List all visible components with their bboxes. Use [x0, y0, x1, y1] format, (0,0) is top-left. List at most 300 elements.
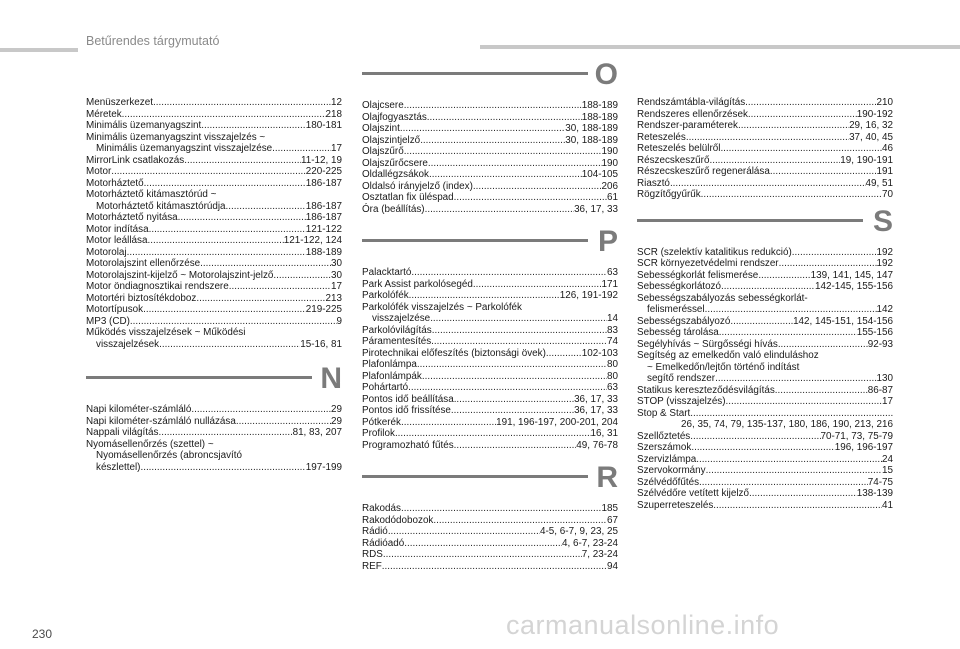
- dot-leader: [721, 281, 815, 293]
- dot-leader: [127, 247, 306, 259]
- entry-term: Motorháztető: [86, 177, 144, 189]
- entry-pages: 81, 83, 207: [292, 427, 342, 438]
- entry-term: Motor: [86, 166, 112, 177]
- dot-leader: [720, 143, 882, 155]
- dot-leader: [706, 465, 882, 477]
- dot-leader: [159, 339, 300, 351]
- entry-term: Parkolóvilágítás: [362, 324, 432, 336]
- entry-pages: 192: [876, 258, 893, 269]
- dot-leader: [454, 440, 577, 452]
- index-entry: [362, 382, 618, 394]
- index-entry: [637, 477, 893, 489]
- dot-leader: [770, 166, 877, 178]
- entry-term: Parkolófék: [362, 290, 409, 301]
- dot-leader: [200, 258, 331, 270]
- entry-term: Sebesség tárolása: [637, 327, 719, 338]
- entry-pages: 139, 141, 145, 147: [810, 269, 893, 281]
- entry-term: Statikus kereszteződésvilágítás: [637, 384, 775, 396]
- entry-term: Profilok: [362, 428, 395, 439]
- index-entry: [86, 270, 342, 282]
- index-entry: Motorháztető kitámasztórúd ~: [86, 189, 217, 200]
- entry-term: Rendszeres ellenőrzések: [637, 108, 748, 120]
- entry-pages: 130: [876, 373, 893, 384]
- entry-term: Motortéri biztosítékdoboz: [86, 292, 197, 304]
- entry-pages: 218: [325, 108, 342, 120]
- entry-pages: 126, 191-192: [559, 290, 618, 301]
- index-entry: [86, 155, 342, 167]
- index-entry: [637, 339, 893, 351]
- index-entry: [362, 440, 618, 452]
- section-header-s: [637, 204, 893, 247]
- dot-leader: [130, 316, 337, 328]
- entry-term: MP3 (CD): [86, 315, 130, 327]
- dot-leader: [184, 155, 301, 167]
- index-entry: [86, 293, 342, 305]
- entry-pages: 83: [607, 324, 618, 336]
- entry-term: Motorháztető kitámasztórúdja: [96, 200, 226, 212]
- dot-leader: [433, 515, 607, 527]
- dot-leader: [473, 181, 602, 193]
- entry-pages: 142: [876, 304, 893, 315]
- entry-pages: 80: [607, 359, 618, 370]
- dot-leader: [670, 178, 866, 190]
- section-rule: [362, 239, 588, 242]
- dot-leader: [427, 112, 582, 124]
- entry-term: Reteszelés: [637, 131, 686, 143]
- entry-pages: 29: [331, 404, 342, 415]
- entry-term: Pontos idő beállítása: [362, 393, 454, 405]
- entry-pages: 190: [601, 146, 618, 157]
- index-entry: [86, 247, 342, 259]
- index-entry: [637, 166, 893, 178]
- index-entry: [637, 270, 893, 282]
- dot-leader: [701, 189, 882, 201]
- entry-pages: 185: [601, 503, 618, 514]
- dot-leader: [715, 373, 876, 385]
- entry-pages: 142-145, 155-156: [815, 281, 893, 292]
- entry-term: Motortípusok: [86, 304, 144, 315]
- entry-term: Rendszámtábla-világítás: [637, 97, 746, 108]
- index-entry: [362, 394, 618, 406]
- entry-pages: 4-5, 6-7, 9, 23, 25: [540, 526, 618, 537]
- entry-pages: 15: [882, 465, 893, 476]
- entry-term: Szervizlámpa: [637, 453, 697, 465]
- section-header-r: [362, 463, 618, 503]
- entry-pages: 29, 16, 32: [849, 120, 893, 131]
- entry-list: [362, 267, 618, 451]
- entry-term: SCR (szelektív katalitikus redukció): [637, 246, 792, 258]
- entry-term: Szervokormány: [637, 465, 706, 476]
- entry-term: Motorolajszint ellenőrzése: [86, 258, 201, 269]
- entry-term: Páramentesítés: [362, 336, 432, 347]
- entry-pages: 197-199: [305, 461, 342, 473]
- dot-leader: [140, 462, 305, 474]
- index-entry: [637, 247, 893, 259]
- dot-leader: [748, 109, 857, 121]
- entry-pages: 17: [882, 396, 893, 407]
- index-entry: ~ Emelkedőn/lejtőn történő indítást: [647, 361, 800, 373]
- entry-pages: 74-75: [867, 476, 893, 488]
- entry-term: Napi kilométer-számláló: [86, 404, 192, 415]
- entry-pages: 80: [607, 370, 618, 382]
- entry-term: MirrorLink csatlakozás: [86, 154, 185, 166]
- dot-leader: [401, 417, 496, 429]
- index-entry: [86, 281, 342, 293]
- dot-leader: [691, 442, 834, 454]
- entry-term: Pontos idő frissítése: [362, 405, 451, 416]
- entry-term: Motorolaj: [86, 246, 127, 258]
- entry-pages: 192: [876, 246, 893, 258]
- entry-term: Szélvédőfűtés: [637, 476, 700, 488]
- entry-pages: 92-93: [867, 338, 893, 350]
- dot-leader: [778, 339, 868, 351]
- dot-leader: [425, 204, 574, 216]
- entry-pages: 9: [336, 315, 342, 327]
- entry-term: Riasztó: [637, 177, 670, 189]
- entry-term: STOP (visszajelzés): [637, 396, 726, 407]
- entry-term: Olajfogyasztás: [362, 111, 427, 123]
- entry-term: Szellőztetés: [637, 430, 691, 442]
- dot-leader: [730, 316, 793, 328]
- section-rule: [86, 376, 312, 379]
- entry-pages: 186-187: [305, 200, 342, 212]
- dot-leader: [122, 109, 326, 121]
- dot-leader: [401, 503, 602, 515]
- dot-leader: [429, 169, 582, 181]
- entry-list: [637, 247, 893, 512]
- entry-pages: 36, 17, 33: [574, 405, 618, 416]
- dot-leader: [686, 132, 849, 144]
- dot-leader: [111, 166, 306, 178]
- dot-leader: [745, 97, 876, 109]
- index-entry: [637, 373, 893, 385]
- dot-leader: [690, 408, 893, 420]
- entry-pages: 142, 145-151, 154-156: [793, 315, 893, 327]
- entry-term: Olajszintjelző: [362, 134, 421, 146]
- index-entry: [362, 192, 618, 204]
- index-entry: [86, 212, 342, 224]
- entry-term: Pirotechnikai előfeszítés (biztonsági övek): [362, 347, 546, 359]
- section-rule: [637, 219, 863, 222]
- dot-leader: [690, 431, 820, 443]
- dot-leader: [273, 270, 331, 282]
- entry-term: Motor indítása: [86, 223, 149, 235]
- index-entry: [86, 316, 342, 328]
- index-entry: [362, 313, 618, 325]
- dot-leader: [191, 404, 331, 416]
- section-letter: S: [872, 204, 893, 238]
- index-entry: [362, 526, 618, 538]
- index-entry: [362, 417, 618, 429]
- section-header-n: [86, 364, 342, 404]
- index-entry: [86, 462, 342, 474]
- entry-pages: 37, 40, 45: [849, 131, 893, 143]
- entry-pages: 61: [607, 192, 618, 203]
- entry-term: Olajszűrő: [362, 146, 404, 157]
- index-entry: Segítség az emelkedőn való elinduláshoz: [637, 350, 819, 361]
- index-entry: [86, 339, 342, 351]
- entry-pages: 14: [607, 313, 618, 324]
- dot-leader: [382, 561, 607, 573]
- entry-term: RDS: [362, 549, 383, 560]
- entry-term: Motorolajszint-kijelző ~ Motorolajszint-jelző: [86, 269, 274, 281]
- dot-leader: [229, 281, 331, 293]
- entry-pages: 155-156: [856, 327, 893, 338]
- dot-leader: [428, 158, 602, 170]
- dot-leader: [432, 325, 607, 337]
- index-entry: [362, 135, 618, 147]
- index-entry: Nyomásellenőrzés (abroncsjavító: [96, 450, 242, 461]
- entry-list: [362, 503, 618, 572]
- index-entry: [362, 181, 618, 193]
- entry-term: Plafonlámpa: [362, 359, 417, 370]
- entry-term: Stop & Start: [637, 407, 691, 419]
- entry-pages: 74: [607, 336, 618, 347]
- index-entry: Sebességszabályozás sebességkorlát-: [637, 292, 808, 304]
- entry-pages: 30, 188-189: [565, 123, 618, 134]
- entry-pages: 11-12, 19: [301, 154, 342, 166]
- entry-term: Rádióadó: [362, 537, 405, 549]
- entry-term: Motorháztető nyitása: [86, 212, 178, 223]
- entry-pages: 30, 188-189: [565, 134, 618, 146]
- index-entry: [637, 178, 893, 190]
- dot-leader: [779, 258, 877, 270]
- dot-leader: [420, 135, 565, 147]
- entry-term: Részecskeszűrő: [637, 154, 710, 166]
- dot-leader: [395, 428, 591, 440]
- section-letter: P: [597, 225, 618, 258]
- dot-leader: [775, 385, 868, 397]
- index-entry: [362, 336, 618, 348]
- entry-pages: 191: [876, 166, 893, 177]
- index-entry: [637, 500, 893, 512]
- dot-leader: [422, 371, 607, 383]
- index-entry: [86, 427, 342, 439]
- entry-pages: 102-103: [581, 347, 618, 359]
- index-entry: [86, 166, 342, 178]
- dot-leader: [144, 178, 306, 190]
- dot-leader: [792, 247, 877, 259]
- index-entry: [362, 371, 618, 383]
- entry-pages: 67: [607, 514, 618, 526]
- index-entry: [86, 258, 342, 270]
- entry-pages: 4, 6-7, 23-24: [562, 537, 618, 549]
- dot-leader: [749, 488, 857, 500]
- dot-leader: [201, 120, 305, 132]
- index-entry: [637, 155, 893, 167]
- entry-term: Pohártartó: [362, 382, 409, 393]
- entry-term: visszajelzések: [96, 338, 160, 350]
- entry-term: segítő rendszer: [647, 373, 716, 384]
- index-entry: [362, 279, 618, 291]
- watermark: carmanualsonline.info: [506, 610, 780, 640]
- index-column-3: [637, 97, 893, 511]
- index-entry: Nyomásellenőrzés (szettel) ~: [86, 438, 214, 450]
- index-entry: [362, 169, 618, 181]
- index-entry: Működés visszajelzések ~ Működési: [86, 327, 246, 338]
- entry-pages: 15-16, 81: [300, 338, 342, 350]
- entry-term: Minimális üzemanyagszint: [86, 120, 202, 131]
- index-entry: [637, 442, 893, 454]
- entry-pages: 46: [882, 143, 893, 154]
- dot-leader: [546, 348, 582, 360]
- dot-leader: [699, 477, 868, 489]
- entry-term: Rögzítőgyűrűk: [637, 189, 701, 200]
- dot-leader: [454, 192, 607, 204]
- dot-leader: [388, 526, 540, 538]
- dot-leader: [143, 304, 306, 316]
- index-entry: [86, 224, 342, 236]
- entry-pages: 30: [331, 258, 342, 269]
- index-entry: [86, 416, 342, 428]
- entry-term: Menüszerkezet: [86, 97, 153, 108]
- entry-pages: 49, 51: [865, 177, 893, 189]
- entry-term: Szerszámok: [637, 442, 692, 453]
- entry-term: Palacktartó: [362, 267, 412, 278]
- section-header-p: [362, 227, 618, 267]
- entry-term: REF: [362, 560, 382, 572]
- entry-pages: 63: [607, 382, 618, 393]
- entry-pages: 70: [882, 189, 893, 200]
- index-entry: [637, 408, 893, 420]
- index-entry: [362, 405, 618, 417]
- entry-term: Pótkerék: [362, 416, 401, 428]
- index-entry: [637, 327, 893, 339]
- entry-pages: 219-225: [305, 304, 342, 315]
- dot-leader: [149, 224, 306, 236]
- index-entry: [86, 304, 342, 316]
- page-number: 230: [32, 627, 53, 641]
- header-rule-left: [0, 48, 78, 52]
- entry-pages: 17: [331, 143, 342, 154]
- index-entry: [86, 97, 342, 109]
- index-entry: Parkolófék visszajelzés ~ Parkolófék: [362, 301, 522, 313]
- entry-pages: 180-181: [305, 120, 342, 131]
- entry-term: SCR környezetvédelmi rendszer: [637, 258, 779, 269]
- index-entry: [637, 132, 893, 144]
- entry-term: Oldallégzsákok: [362, 169, 429, 180]
- dot-leader: [758, 270, 810, 282]
- entry-pages: 63: [607, 267, 618, 278]
- entry-pages: 190-192: [856, 108, 893, 120]
- dot-leader: [226, 201, 306, 213]
- index-entry: [637, 281, 893, 293]
- index-entry: [86, 235, 342, 247]
- entry-term: Rádió: [362, 526, 388, 537]
- index-entry: [637, 454, 893, 466]
- dot-leader: [404, 100, 582, 112]
- entry-term: Osztatlan fix üléspad: [362, 192, 454, 203]
- entry-term: Olajszint: [362, 123, 400, 134]
- index-entry: [362, 538, 618, 550]
- entry-list: [86, 404, 342, 473]
- dot-leader: [236, 416, 331, 428]
- dot-leader: [404, 538, 562, 550]
- entry-pages: 206: [601, 180, 618, 192]
- index-entry: [637, 385, 893, 397]
- index-entry: [362, 100, 618, 112]
- index-entry: [637, 189, 893, 201]
- entry-term: Sebességkorlát felismerése: [637, 269, 759, 281]
- dot-leader: [713, 500, 882, 512]
- index-entry: [637, 488, 893, 500]
- index-entry: [637, 258, 893, 270]
- section-rule: [362, 475, 588, 478]
- entry-pages: 138-139: [856, 488, 893, 499]
- entry-pages: 171: [601, 278, 618, 290]
- entry-pages: 70-71, 73, 75-79: [820, 430, 893, 442]
- dot-leader: [417, 359, 607, 371]
- entry-term: Rakodás: [362, 503, 401, 514]
- dot-leader: [383, 549, 582, 561]
- entry-pages: 186-187: [305, 177, 342, 189]
- index-entry: [362, 204, 618, 216]
- page-title: Betűrendes tárgymutató: [86, 34, 220, 48]
- index-entry: [637, 431, 893, 443]
- entry-term: Minimális üzemanyagszint visszajelzése: [96, 143, 273, 154]
- index-entry: [362, 359, 618, 371]
- index-entry: [637, 465, 893, 477]
- entry-pages: 188-189: [581, 100, 618, 111]
- index-column-1: [86, 97, 342, 473]
- entry-pages: 86-87: [867, 384, 893, 396]
- index-column-2: [362, 60, 618, 572]
- dot-leader: [705, 304, 877, 316]
- entry-term: Napi kilométer-számláló nullázása: [86, 415, 236, 427]
- entry-pages: 7, 23-24: [581, 549, 618, 560]
- entry-term: Méretek: [86, 108, 122, 120]
- entry-term: Plafonlámpák: [362, 370, 422, 382]
- section-header-o: [362, 60, 618, 100]
- index-entry: [362, 503, 618, 515]
- entry-pages: 121-122: [305, 223, 342, 235]
- entry-pages: 196, 196-197: [834, 442, 893, 453]
- entry-term: Szélvédőre vetített kijelző: [637, 488, 749, 499]
- index-entry: [362, 146, 618, 158]
- dot-leader: [404, 146, 602, 158]
- index-entry: [86, 109, 342, 121]
- entry-pages: 24: [882, 453, 893, 465]
- dot-leader: [272, 143, 331, 155]
- dot-leader: [473, 279, 602, 291]
- index-entry: [637, 396, 893, 408]
- entry-term: visszajelzése: [372, 313, 431, 324]
- index-entry: [362, 112, 618, 124]
- entry-pages: 30: [331, 269, 342, 281]
- index-entry: [86, 201, 342, 213]
- entry-term: Park Assist parkolósegéd: [362, 278, 473, 290]
- entry-list: [637, 97, 893, 201]
- dot-leader: [196, 293, 325, 305]
- index-entry: [86, 120, 342, 132]
- entry-term: Oldalsó irányjelző (index): [362, 180, 473, 192]
- section-letter: R: [596, 461, 618, 494]
- section-letter: O: [594, 58, 618, 91]
- dot-leader: [726, 396, 882, 408]
- header-rule-right: [480, 45, 960, 49]
- dot-leader: [411, 267, 607, 279]
- entry-term: Segélyhívás ~ Sürgősségi hívás: [637, 338, 778, 350]
- index-entry: [637, 97, 893, 109]
- index-entry: Minimális üzemanyagszint visszajelzés ~: [86, 131, 266, 143]
- entry-pages: 220-225: [305, 166, 342, 177]
- entry-pages: 121-122, 124: [283, 235, 342, 246]
- entry-pages: 188-189: [305, 246, 342, 258]
- entry-pages: 191, 196-197, 200-201, 204: [496, 416, 618, 428]
- index-entry: [362, 348, 618, 360]
- dot-leader: [408, 382, 607, 394]
- entry-pages: 190: [601, 157, 618, 169]
